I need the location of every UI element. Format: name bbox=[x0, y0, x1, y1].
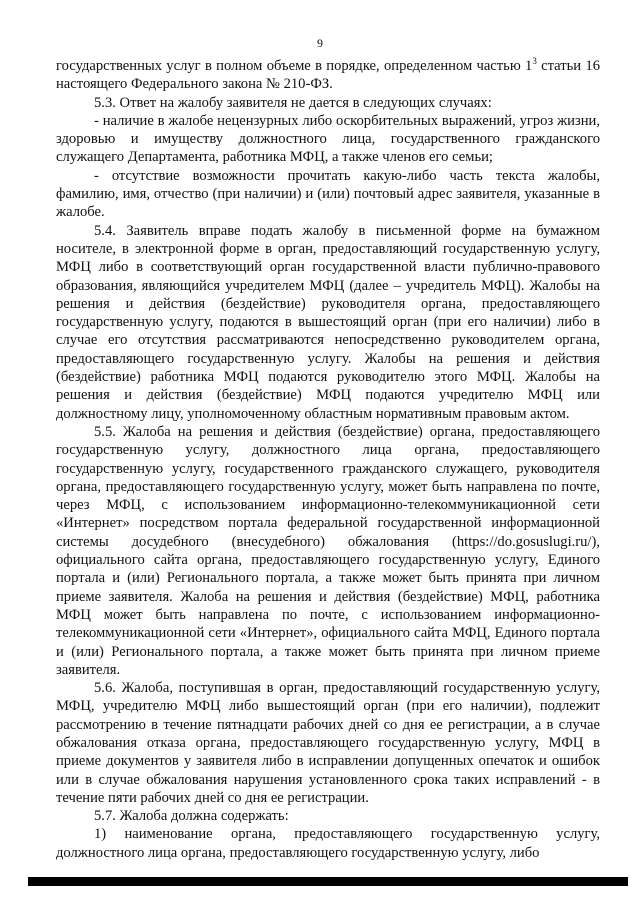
bottom-scan-bar bbox=[28, 877, 628, 886]
page-number: 9 bbox=[317, 36, 323, 50]
paragraph-5-4: 5.4. Заявитель вправе подать жалобу в письменной форме на бумажном носителе, в электронной форме в орган, предоставляющий государственную услугу, МФЦ либо в соответствующий орган государственной власти публично-правового образования, являющийся учредителем МФЦ (далее – учредитель МФЦ). Жалобы на решения и действия (бездействие) руководителя органа, предоставляющего государственную услугу, подаются в вышестоящий орган (при его наличии) либо в случае его отсутствия рассматриваются непосредственно руководителем органа, предоставляющего государственную услугу. Жалобы на решения и действия (бездействие) работника МФЦ подаются руководителю этого МФЦ. Жалобы на решения и действия (бездействие) МФЦ подаются учредителю МФЦ или должностному лицу, уполномоченному областным нормативным правовым актом. bbox=[56, 222, 600, 422]
paragraph-5-7: 5.7. Жалоба должна содержать: bbox=[94, 808, 289, 825]
paragraph-5-6: 5.6. Жалоба, поступившая в орган, предоставляющий государственную услугу, МФЦ, учредителю МФЦ либо вышестоящий орган (при его наличии), подлежит рассмотрению в течение пятнадцати рабочих дней со дня ее регистрации, а в случае обжалования отказа органа, предоставляющего государственную услугу, МФЦ в приеме документов у заявителя либо в исправлении допущенных опечаток и ошибок или в случае обжалования нарушения установленного срока таких исправлений - в течение пяти рабочих дней со дня ее регистрации. bbox=[56, 680, 600, 806]
paragraph-5-3: 5.3. Ответ на жалобу заявителя не дается в следующих случаях: bbox=[94, 94, 492, 111]
paragraph-5-5: 5.5. Жалоба на решения и действия (бездействие) органа, предоставляющего государственную услугу, должностного лица органа, предоставляющего государственную услугу, государственного гражданского служащего, руководителя органа, предоставляющего государственную услугу, может быть направлена по почте, через МФЦ, с использованием информационно-телекоммуникационной сети «Интернет» посредством портала федеральной государственной информационной системы досудебного (внесудебного) обжалования (https://do.gosuslugi.ru/), официального сайта органа, предоставляющего государственную услугу, Единого портала и (или) Регионального портала, а также может быть принята при личном приеме заявителя. Жалоба на решения и действия (бездействие) МФЦ, работника МФЦ может быть направлена по почте, с использованием информационно-телекоммуникационной сети «Интернет», официального сайта МФЦ, Единого портала и (или) Регионального портала, а также может быть принята при личном приеме заявителя. bbox=[56, 423, 600, 678]
paragraph-text: статьи 16 настоящего Федерального закона № 210-ФЗ. bbox=[56, 58, 600, 93]
list-item-obscene: - наличие в жалобе нецензурных либо оскорбительных выражений, угроз жизни, здоровью и имуществу должностного лица, государственного гражданского служащего Департамента, работника МФЦ, а также членов его семьи; bbox=[56, 112, 600, 166]
superscript: 3 bbox=[532, 56, 537, 67]
list-item-1: 1) наименование органа, предоставляющего государственную услугу, должностного лица органа, предоставляющего государственную услугу, либо bbox=[56, 826, 600, 861]
paragraph-continuation bbox=[56, 57, 600, 94]
document-body bbox=[56, 57, 600, 862]
paragraph-text: государственных услуг в полном объеме в порядке, определенном частью 1 bbox=[56, 58, 533, 74]
list-item-unreadable: - отсутствие возможности прочитать какую-либо часть текста жалобы, фамилию, имя, отчество (при наличии) и (или) почтовый адрес заявителя, указанные в жалобе. bbox=[56, 167, 600, 221]
